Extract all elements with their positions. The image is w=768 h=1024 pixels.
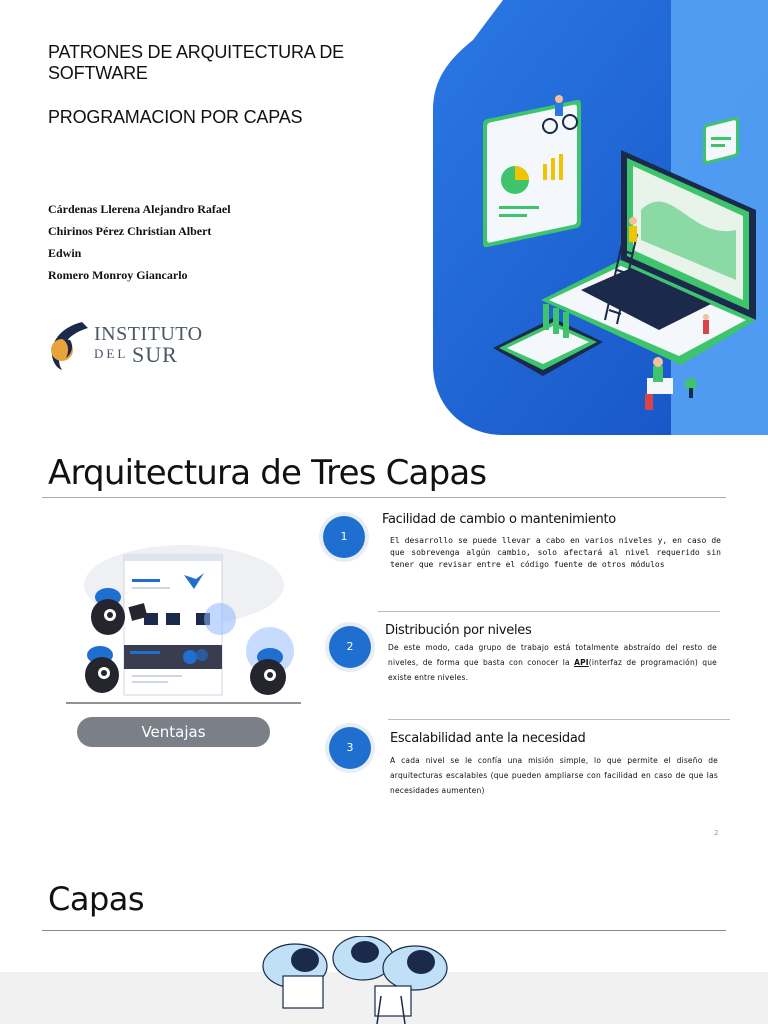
advantage-description [388, 640, 717, 685]
advantage-heading: Facilidad de cambio o mantenimiento [382, 512, 616, 527]
author-name: Cárdenas Llerena Alejandro Rafael [48, 202, 231, 216]
slide-title: Capas [48, 880, 145, 918]
advantage-description: El desarrollo se puede llevar a cabo en varios niveles y, en caso de que sobrevenga algún cambio, solo afectará al nivel requerido sin tener que revisar entre el código fuente de otros módulos [390, 536, 721, 569]
presentation-subtitle: PROGRAMACION POR CAPAS [48, 107, 303, 127]
laptop-hero-illustration [433, 0, 768, 435]
logo-text-instituto: INSTITUTO [94, 323, 203, 345]
title-slide [0, 0, 768, 435]
ventajas-button[interactable]: Ventajas [77, 717, 270, 747]
advantage-text: De este modo, cada grupo de trabajo está totalmente abstraído del resto de niveles, de forma que basta con conocer la [388, 643, 717, 667]
author-name: Chirinos Pérez Christian Albert [48, 224, 212, 238]
institute-logo [48, 320, 203, 374]
api-term-link[interactable]: API [574, 658, 589, 667]
layers-slide [0, 860, 768, 1024]
team-collaboration-illustration [255, 936, 455, 1024]
slide-title: Arquitectura de Tres Capas [48, 453, 487, 493]
logo-text-del: DEL [94, 346, 129, 361]
title-divider [42, 497, 726, 498]
author-name: Edwin [48, 246, 82, 260]
step-number-badge: 1 [323, 516, 365, 558]
item-divider [388, 719, 730, 720]
step-number-badge: 3 [329, 727, 371, 769]
item-divider [378, 611, 720, 612]
three-tier-slide [0, 437, 768, 857]
advantage-description: A cada nivel se le confía una misión simple, lo que permite el diseño de arquitecturas escalables (que pueden ampliarse con facilidad en caso de que las necesidades aumenten) [390, 756, 718, 795]
logo-emblem-icon [48, 320, 92, 372]
logo-text-sur: SUR [132, 342, 178, 367]
advantage-heading: Escalabilidad ante la necesidad [390, 731, 586, 746]
advantage-text: (interfaz de programación) que existe entre niveles. [388, 658, 717, 682]
monsters-website-illustration [66, 545, 301, 705]
advantage-heading: Distribución por niveles [385, 623, 532, 638]
author-list [48, 198, 231, 286]
title-divider [42, 930, 726, 931]
step-number-badge: 2 [329, 626, 371, 668]
page-number: 2 [714, 829, 719, 837]
author-name: Romero Monroy Giancarlo [48, 268, 188, 282]
presentation-title: PATRONES DE ARQUITECTURA DE SOFTWARE [48, 42, 344, 83]
